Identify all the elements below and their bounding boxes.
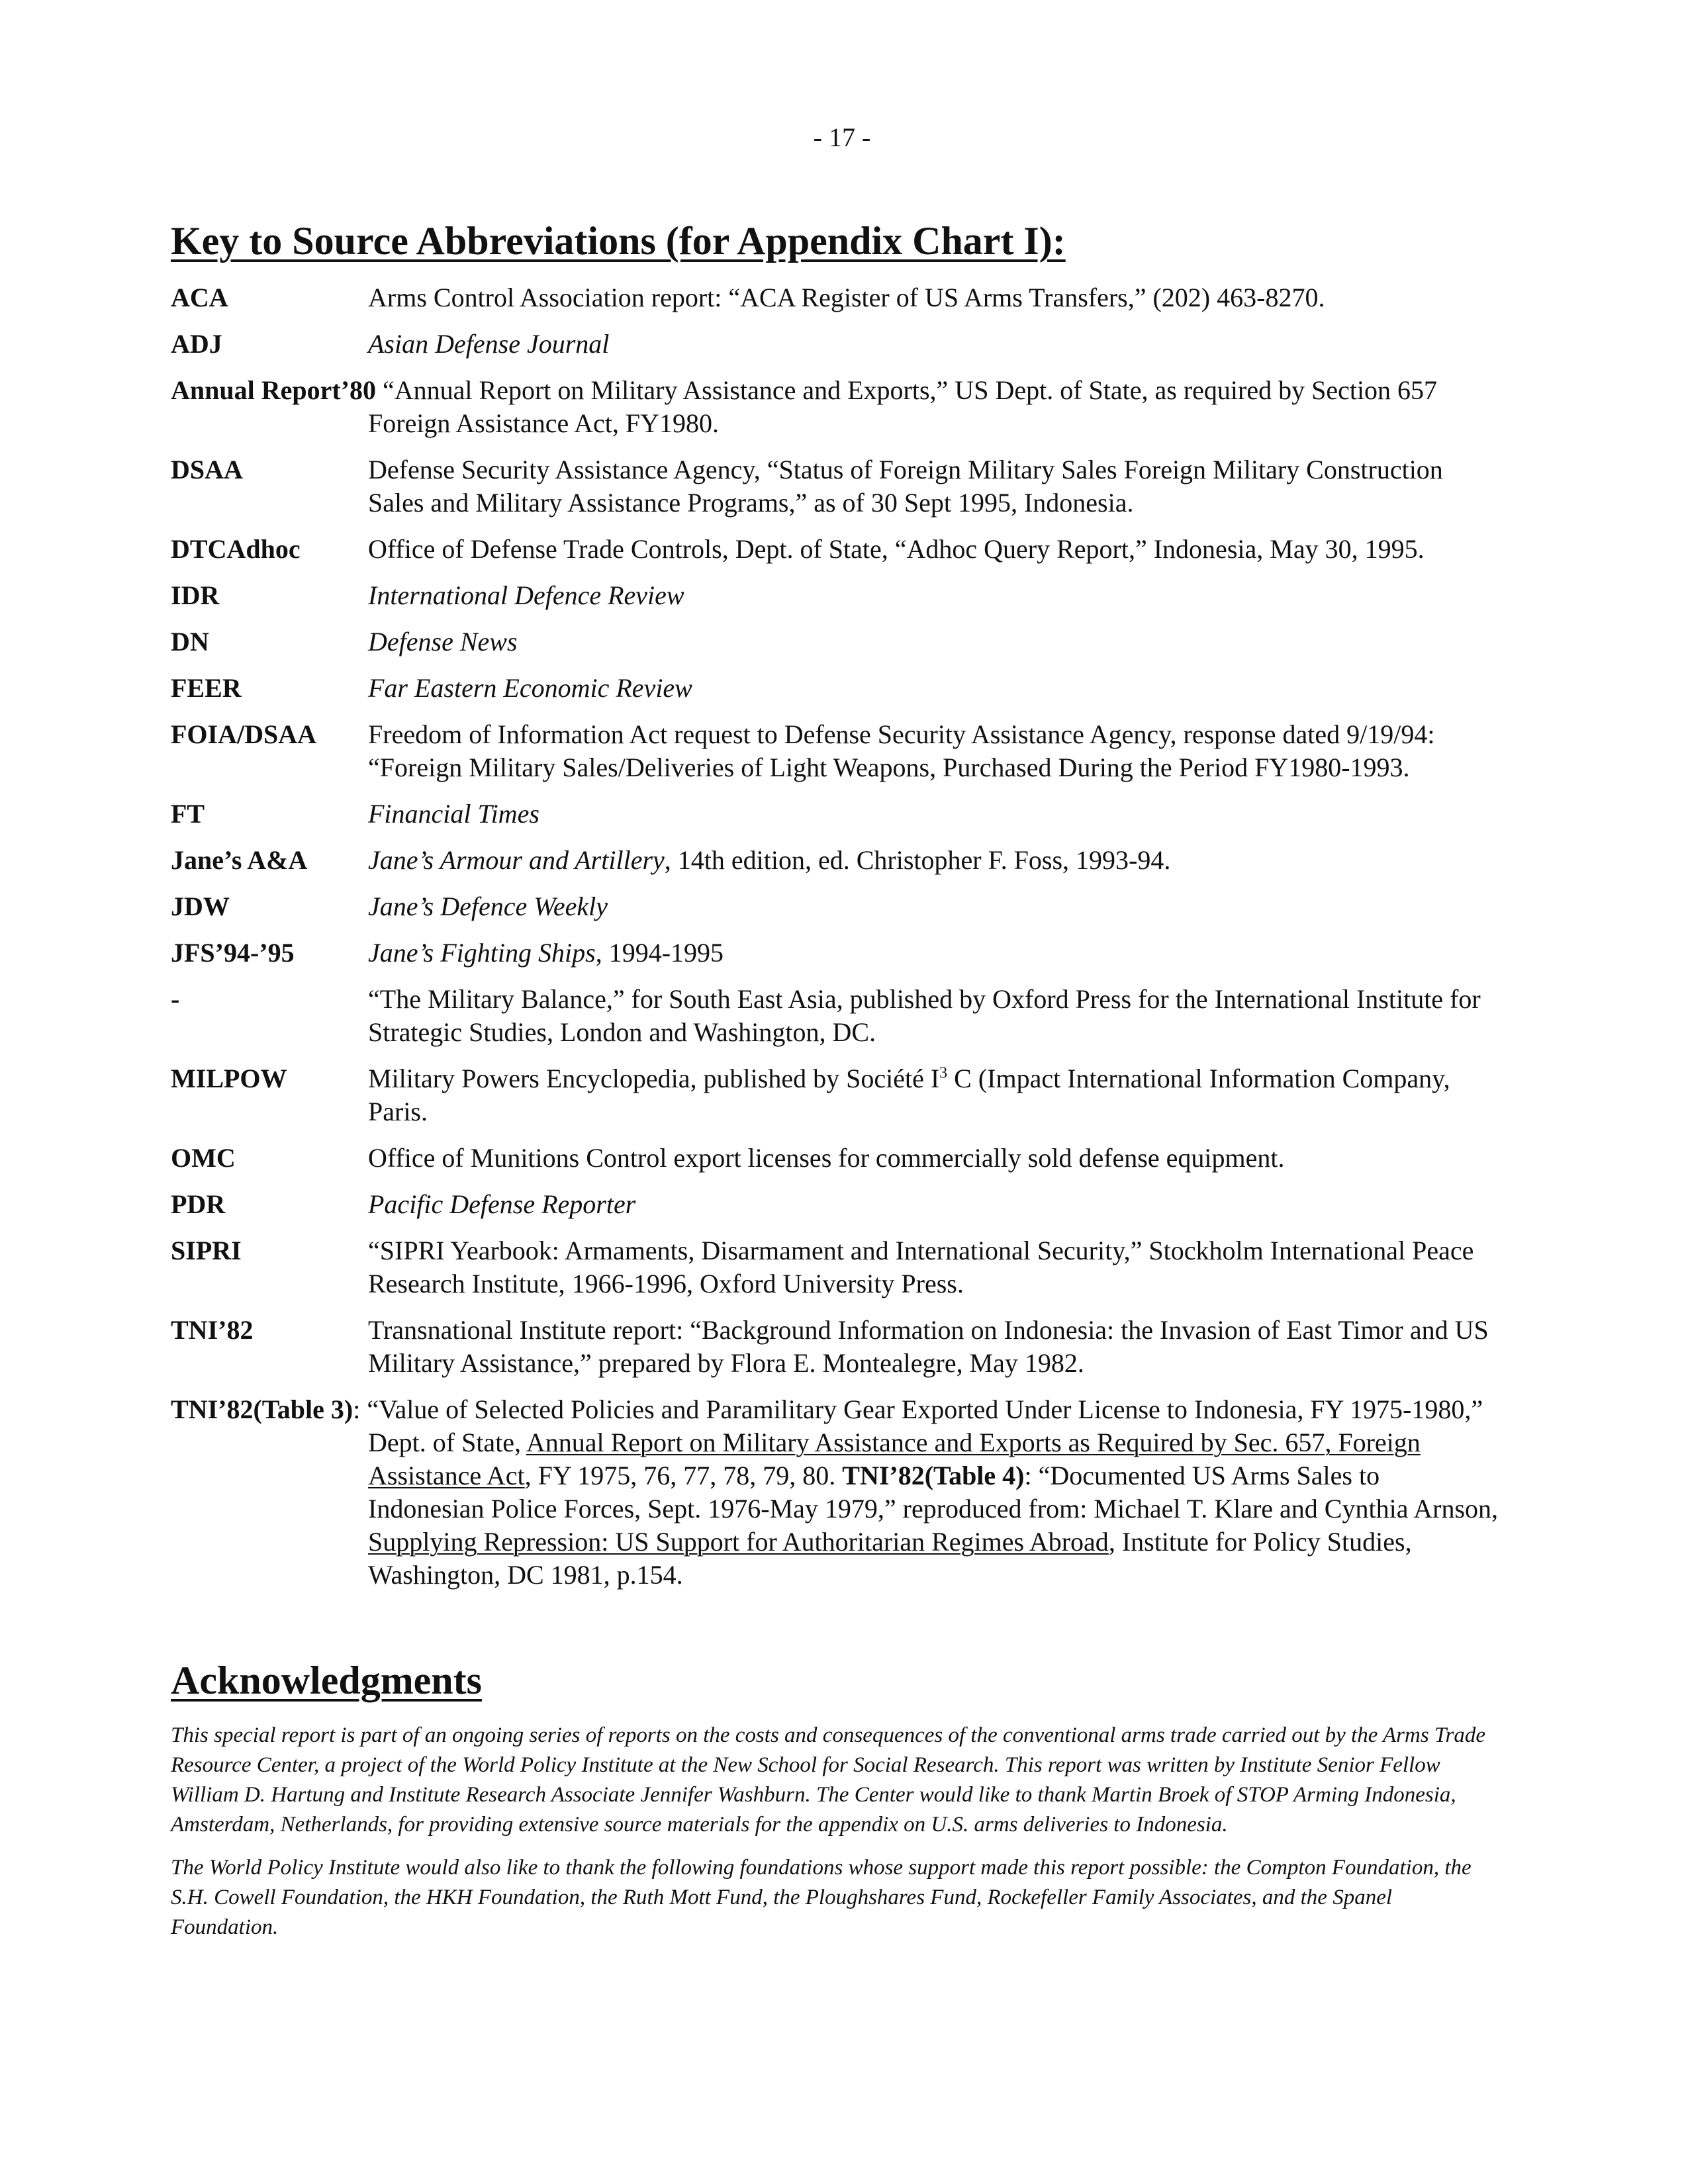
description-text: : “Value of Selected Policies and Paramilitary Gear Exported Under License to Indonesia, FY 1975-1980,” Dept. of State, [353,1394,1483,1457]
description-text: TNI’82(Table 4) [842,1461,1025,1490]
abbreviation-entry [171,1142,1501,1175]
description-text: , 14th edition, ed. Christopher F. Foss, 1993-94. [664,845,1171,875]
acknowledgments-body [171,1721,1501,1956]
abbreviation-entry [171,1314,1501,1380]
description-text: Pacific Defense Reporter [368,1189,636,1219]
abbreviation-entry [171,936,1501,970]
abbreviation-description [368,845,1170,875]
abbreviation-description [368,627,518,657]
description-text: Defense Security Assistance Agency, “Status of Foreign Military Sales Foreign Military Construction Sales and Military Assistance Programs,” as of 30 Sept 1995, Indonesia. [368,455,1443,518]
description-text: Defense News [368,627,518,657]
key-heading: Key to Source Abbreviations (for Appendix Chart I): [171,219,1066,263]
abbreviation-description [368,455,1443,518]
abbreviation-term: OMC [171,1143,236,1173]
description-text: Transnational Institute report: “Background Information on Indonesia: the Invasion of East Timor and US Military Assistance,” prepared by Flora E. Montealegre, May 1982. [368,1315,1489,1378]
description-text: Financial Times [368,799,539,829]
description-text: Asian Defense Journal [368,329,610,359]
abbreviation-entry [171,1188,1501,1221]
abbreviation-term: FT [171,799,205,829]
abbreviation-list [171,281,1501,1605]
abbreviation-term: ACA [171,283,228,312]
abbreviation-description [368,1315,1489,1378]
abbreviation-term: PDR [171,1189,226,1219]
description-text: , 1994-1995 [595,938,724,968]
abbreviation-entry [171,890,1501,923]
abbreviation-description [368,1064,1450,1126]
abbreviation-description [368,283,1325,312]
abbreviation-term: JFS’94-’95 [171,938,295,968]
abbreviation-term: - [171,984,180,1014]
abbreviation-entry [171,533,1501,566]
abbreviation-term: Annual Report’80 [171,375,377,405]
abbreviation-description [368,329,609,359]
abbreviation-description [368,1143,1284,1173]
abbreviation-term: SIPRI [171,1236,242,1265]
abbreviation-description [368,938,724,968]
abbreviation-description [368,891,608,921]
abbreviation-entry [171,844,1501,877]
description-text: Jane’s Armour and Artillery [368,845,665,875]
description-text: Jane’s Fighting Ships [368,938,596,968]
abbreviation-term: IDR [171,580,220,610]
abbreviation-description [368,534,1425,564]
description-text: Freedom of Information Act request to Defense Security Assistance Agency, response dated 9/19/94: “Foreign Military Sales/Deliveries of Light Weapons, Purchased During the Period FY1980-1993. [368,719,1435,782]
abbreviation-description [368,673,692,703]
abbreviation-description [368,1236,1474,1298]
abbreviation-term: MILPOW [171,1064,287,1093]
description-text: C (Impact International Information Company, Paris. [368,1064,1450,1126]
abbreviation-entry [171,797,1501,831]
description-text: Annual Report on Military Assistance and Exports as Required by Sec. 657, Foreign Assistance Act [368,1428,1421,1490]
description-text: , FY 1975, 76, 77, 78, 79, 80. [524,1461,843,1490]
abbreviation-entry [171,1062,1501,1128]
abbreviation-entry [171,1234,1501,1300]
description-text: , Institute for Policy Studies, Washington, DC 1981, p.154. [368,1527,1412,1590]
page-number: - 17 - [813,122,871,152]
abbreviation-entry [171,983,1501,1049]
description-text: “SIPRI Yearbook: Armaments, Disarmament and International Security,” Stockholm International Peace Research Institute, 1966-1996, Oxford University Press. [368,1236,1474,1298]
abbreviation-term: FOIA/DSAA [171,719,317,749]
description-text: : “Documented US Arms Sales to Indonesian Police Forces, Sept. 1976-May 1979,” reproduced from: Michael T. Klare and Cynthia Arnson, [368,1461,1499,1524]
abbreviation-description [368,580,684,610]
description-text: Arms Control Association report: “ACA Register of US Arms Transfers,” (202) 463-8270. [368,283,1325,312]
abbreviation-description [368,375,1437,438]
acknowledgments-paragraph: This special report is part of an ongoing series of reports on the costs and consequences of the conventional arms trade carried out by the Arms Trade Resource Center, a project of the World Policy Institute at the New School for Social Research. This report was written by Institute Senior Fellow William D. Hartung and Institute Research Associate Jennifer Washburn. The Center would like to thank Martin Broek of STOP Arming Indonesia, Amsterdam, Netherlands, for providing extensive source materials for the appendix on U.S. arms deliveries to Indonesia. [171,1723,1485,1837]
abbreviation-entry [171,718,1501,784]
abbreviation-term: DTCAdhoc [171,534,301,564]
description-text: Jane’s Defence Weekly [368,891,608,921]
description-text: “The Military Balance,” for South East Asia, published by Oxford Press for the International Institute for Strategic Studies, London and Washington, DC. [368,984,1481,1047]
abbreviation-entry [171,625,1501,659]
description-text: International Defence Review [368,580,684,610]
acknowledgments-heading: Acknowledgments [171,1659,483,1702]
abbreviation-term: JDW [171,891,230,921]
abbreviation-term: ADJ [171,329,222,359]
abbreviation-entry [171,328,1501,361]
acknowledgments-paragraph: The World Policy Institute would also like to thank the following foundations whose support made this report possible: the Compton Foundation, the S.H. Cowell Foundation, the HKH Foundation, the Ruth Mott Fund, the Ploughshares Fund, Rockefeller Family Associates, and the Spanel Foundation. [171,1856,1472,1939]
abbreviation-term: DSAA [171,455,243,484]
abbreviation-description [368,799,539,829]
description-text: Far Eastern Economic Review [368,673,692,703]
abbreviation-entry [171,672,1501,705]
description-text: Supplying Repression: US Support for Authoritarian Regimes Abroad [368,1527,1109,1557]
abbreviation-description [368,1189,635,1219]
abbreviation-description [368,719,1434,782]
abbreviation-term: TNI’82(Table 3) [171,1394,353,1424]
description-text: Military Powers Encyclopedia, published by Société I [368,1064,940,1093]
description-text: “Annual Report on Military Assistance and Exports,” US Dept. of State, as required by Section 657 Foreign Assistance Act, FY1980. [368,375,1438,438]
abbreviation-entry [171,281,1501,314]
abbreviation-term: TNI’82 [171,1315,254,1345]
abbreviation-entry [171,579,1501,612]
abbreviation-entry [171,374,1501,440]
abbreviation-term: DN [171,627,209,657]
abbreviation-description [368,984,1481,1047]
abbreviation-description [353,1394,1498,1590]
description-text: 3 [939,1064,948,1082]
abbreviation-term: Jane’s A&A [171,845,308,875]
abbreviation-entry [171,1393,1501,1592]
description-text: Office of Munitions Control export licenses for commercially sold defense equipment. [368,1143,1285,1173]
description-text: Office of Defense Trade Controls, Dept. of State, “Adhoc Query Report,” Indonesia, May 30, 1995. [368,534,1425,564]
abbreviation-entry [171,453,1501,520]
abbreviation-term: FEER [171,673,242,703]
